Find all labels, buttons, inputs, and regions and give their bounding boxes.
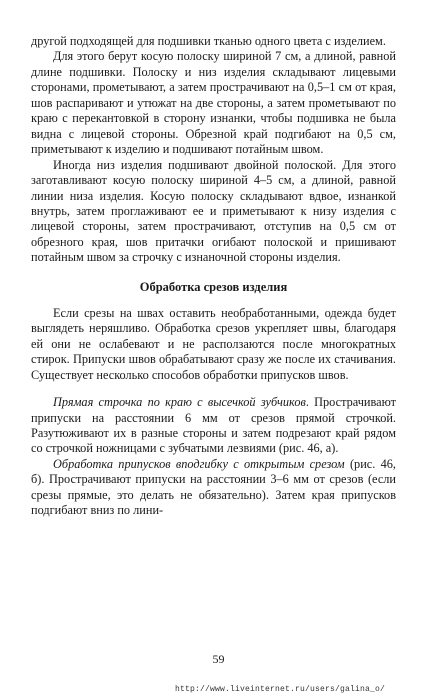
method-text-fold: (рис. 46, б). Прострачивают припуски на расстоянии 3–6 мм от срезов (если срезы прямые, это делать не обязательно). Затем края припусков подгибают вниз по лини-	[31, 456, 396, 518]
watermark-url: http://www.liveinternet.ru/users/galina_o/	[175, 685, 386, 694]
paragraph-continued: другой подходящей для подшивки тканью одного цвета с изделием.	[31, 34, 386, 48]
method-term-zigzag: Прямая строчка по краю с высечкой зубчиков	[53, 395, 306, 410]
paragraph-section-intro: Если срезы на швах оставить необработанными, одежда будет выглядеть неряшливо. Обработка срезов укрепляет швы, благодаря ей они не ослабевают и не расползаются после многократных стирок. Припуски швов обрабатывают сразу же после их стачивания. Существует несколько способов обработки припусков швов.	[31, 305, 396, 382]
page-content	[31, 34, 396, 519]
page-number: 59	[212, 652, 225, 666]
paragraph-method-fold	[31, 457, 396, 519]
method-term-fold: Обработка припусков вподгибку с открытым срезом	[53, 456, 345, 471]
paragraph-method-zigzag	[31, 395, 396, 457]
paragraph-double-strip: Иногда низ изделия подшивают двойной полоской. Для этого заготавливают косую полоску шириной 4–5 см, а длиной, равной линии низа изделия. Косую полоску складывают вдвое, изнанкой внутрь, затем проглаживают ее и приметывают к низу изделия с лицевой стороны, затем прострачивают, отступив на 0,5 см от обрезного края, шов притачки огибают полоской и пришивают потайным швом за строчку с изнаночной стороны изделия.	[31, 157, 396, 265]
method-text-zigzag: . Прострачивают припуски на расстоянии 6 мм от срезов прямой строчкой. Разутюживают их в разные стороны и затем подрезают край рядом со строчкой ножницами с зубчатыми лезвиями (рис. 46, а).	[31, 395, 396, 456]
section-heading: Обработка срезов изделия	[139, 279, 288, 294]
section-gap	[31, 383, 396, 395]
paragraph-strip-method: Для этого берут косую полоску шириной 7 см, а длиной, равной длине подшивки. Полоску и низ изделия складывают лицевыми сторонами, прометывают, а затем прострачивают на 0,5–1 см от края, шов распаривают и утюжат на две стороны, а затем прометывают по краю с перекантовкой в сторону изнанки, чтобы подшивка не была видна с лицевой стороны. Обрезной край подгибают на 0,5 см, приметывают к изделию и подшивают потайным швом.	[31, 49, 396, 157]
